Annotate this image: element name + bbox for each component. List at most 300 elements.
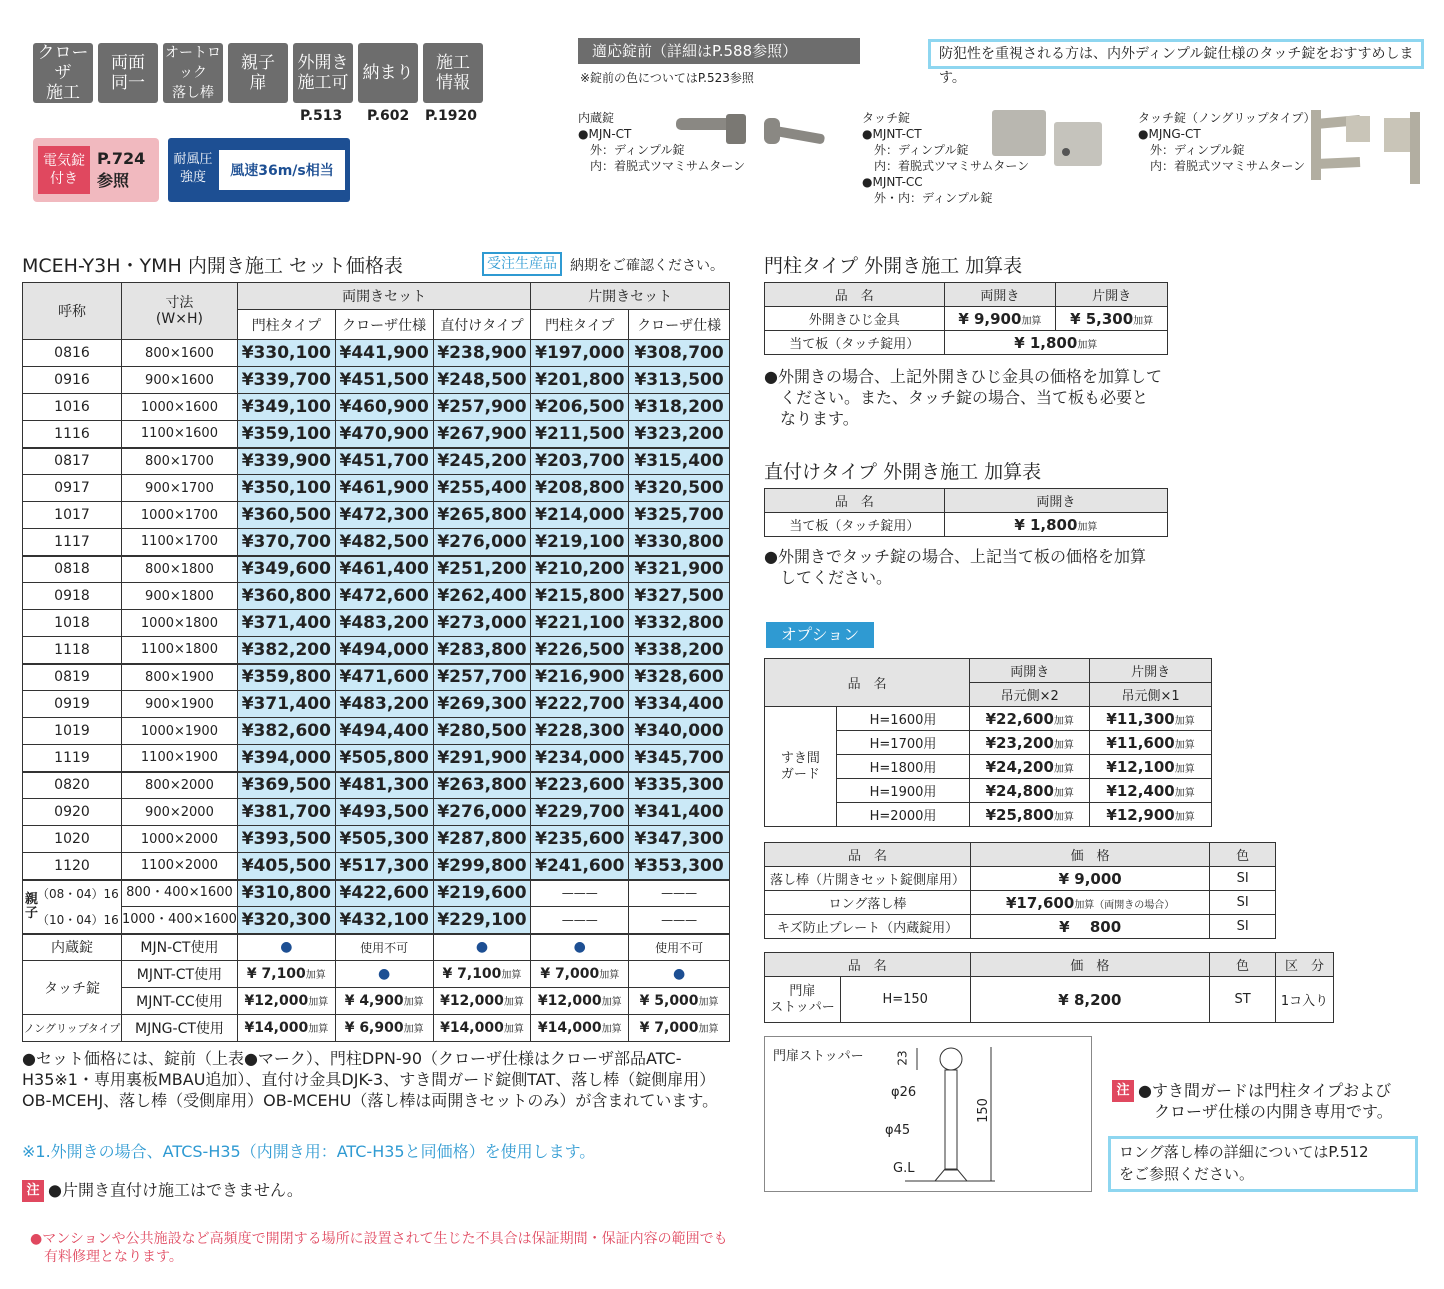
note-single — [22, 1180, 303, 1202]
dim-150: 150 — [975, 1098, 991, 1123]
t1-v2: ● — [335, 961, 433, 988]
guard-price-value: ¥25,800 — [985, 805, 1054, 824]
price-cell: ¥494,400 — [335, 718, 433, 745]
opt2-name: 落し棒（片開きセット錠側扉用） — [765, 867, 971, 891]
stopper-price: ¥ 8,200 — [970, 977, 1210, 1023]
t1-v3: ¥ 7,100 — [442, 966, 502, 982]
badge-closer: クローザ 施工 — [33, 43, 93, 103]
mon-r1-name: 外開きひじ金具 — [765, 307, 945, 331]
oyako-name-1: （08・04）16 — [37, 886, 119, 901]
mon-r1-add1: 加算 — [1021, 315, 1042, 327]
naizo-v5: 使用不可 — [629, 934, 730, 961]
opt-h-x2: 吊元側×2 — [970, 683, 1090, 707]
t1-model: MJNT-CT使用 — [121, 961, 237, 988]
dim-23: 23 — [895, 1050, 910, 1066]
price-cell: ¥287,800 — [433, 826, 531, 853]
choku-note: ●外開きでタッチ錠の場合、上記当て板の価格を加算 してください。 — [764, 547, 1146, 587]
guard-add: 加算 — [1174, 787, 1195, 799]
table-row — [23, 853, 730, 880]
mon-r2-v: ¥ 1,800 — [1014, 333, 1078, 352]
t3-add-2: 加算 — [403, 1024, 424, 1035]
oyako-p2-3: ¥229,100 — [433, 907, 531, 934]
h-sub-2: クローザ仕様 — [335, 310, 433, 340]
price-cell: ¥470,900 — [335, 421, 433, 448]
choku-table — [764, 488, 1168, 537]
opt2-price-value: ¥ 9,000 — [1058, 869, 1122, 888]
opt2-color: SI — [1210, 891, 1276, 915]
price-cell: ¥320,500 — [629, 475, 730, 502]
price-cell: ¥321,900 — [629, 556, 730, 583]
h-double: 両開きセット — [237, 283, 530, 310]
guard-price — [970, 755, 1090, 779]
opt2-price — [970, 867, 1209, 891]
row-size: 900×1700 — [121, 475, 237, 502]
price-table — [22, 282, 730, 1042]
row-name: 0918 — [23, 583, 122, 610]
table-row — [23, 367, 730, 394]
guard-price — [970, 779, 1090, 803]
price-cell: ¥481,300 — [335, 772, 433, 799]
price-cell: ¥265,800 — [433, 502, 531, 529]
guard-price — [1090, 731, 1212, 755]
price-cell: ¥201,800 — [531, 367, 629, 394]
price-cell: ¥208,800 — [531, 475, 629, 502]
option-label: オプション — [766, 622, 874, 648]
opt3-h1: 品 名 — [765, 953, 971, 977]
price-cell: ¥505,800 — [335, 745, 433, 772]
row-name: 0916 — [23, 367, 122, 394]
row-size: 1100×2000 — [121, 853, 237, 880]
electric-lock-label: 電気錠 付き — [38, 146, 90, 194]
t3-v2: ¥ 6,900 — [344, 1020, 404, 1036]
guard-label: すき間 ガード — [765, 707, 837, 827]
badge-fit: 納まり — [358, 43, 418, 103]
opt2-price — [970, 891, 1209, 915]
opt2-price — [970, 915, 1209, 939]
made-to-order-tag: 受注生産品 — [482, 252, 562, 276]
opt2-color: SI — [1210, 915, 1276, 939]
set-note: ●セット価格には、錠前（上表●マーク）、門柱DPN-90（クローザ仕様はクローザ部品ATC-H35※1・専用裏板MBAU追加）、直付け金具DJK-3、すき間ガード錠側TAT、落し棒（錠側扉用）OB-MCEHJ、落し棒（受側扉用）OB-MCEHU（落し棒は両開きセットのみ）が含まれています。 — [22, 1049, 719, 1110]
guard-price — [1090, 803, 1212, 827]
guard-price-value: ¥11,600 — [1106, 733, 1175, 752]
row-name: 0919 — [23, 691, 122, 718]
h-sub-5: クローザ仕様 — [629, 310, 730, 340]
table-row — [23, 745, 730, 772]
price-cell: ¥203,700 — [531, 448, 629, 475]
price-cell: ¥330,800 — [629, 529, 730, 556]
stopper-title: 門扉ストッパー — [773, 1049, 864, 1064]
guard-height: H=1600用 — [836, 707, 970, 731]
guard-price — [1090, 779, 1212, 803]
t2-v1: ¥12,000 — [244, 993, 309, 1009]
row-size: 1000×2000 — [121, 826, 237, 853]
guard-add: 加算 — [1053, 739, 1074, 751]
long-rod-note: ロング落し棒の詳細についてはP.512 をご参照ください。 — [1108, 1136, 1418, 1192]
h-sub-3: 直付けタイプ — [433, 310, 531, 340]
opt2-h1: 品 名 — [765, 843, 971, 867]
price-cell: ¥393,500 — [237, 826, 335, 853]
opt2-price-value: ¥ 800 — [1059, 918, 1122, 936]
guard-add: 加算 — [1053, 715, 1074, 727]
choku-r1-v: ¥ 1,800 — [1014, 515, 1078, 534]
price-cell: ¥339,700 — [237, 367, 335, 394]
row-size: 800×1700 — [121, 448, 237, 475]
guard-price — [1090, 755, 1212, 779]
price-cell: ¥299,800 — [433, 853, 531, 880]
oyako-p1-5: ——— — [629, 880, 730, 907]
t3-type: ノングリップタイプ — [23, 1015, 122, 1042]
row-size: 900×1900 — [121, 691, 237, 718]
guard-add: 加算 — [1053, 811, 1074, 823]
table-row — [23, 718, 730, 745]
price-cell: ¥235,600 — [531, 826, 629, 853]
mon-r2-name: 当て板（タッチ錠用） — [765, 331, 945, 355]
guard-height: H=2000用 — [836, 803, 970, 827]
opt2-price-value: ¥17,600 — [1005, 893, 1075, 912]
mon-title: 門柱タイプ 外開き施工 加算表 — [764, 255, 1023, 277]
t3-add-1: 加算 — [308, 1024, 329, 1035]
price-cell: ¥315,400 — [629, 448, 730, 475]
lever-lock-image — [676, 108, 836, 158]
oyako-p2-1: ¥320,300 — [237, 907, 335, 934]
row-name: 1116 — [23, 421, 122, 448]
h-single: 片開きセット — [531, 283, 730, 310]
mon-h3: 片開き — [1056, 283, 1168, 307]
h-sub-1: 門柱タイプ — [237, 310, 335, 340]
mon-h1: 品 名 — [765, 283, 945, 307]
row-name: 0816 — [23, 340, 122, 367]
row-size: 800×1600 — [121, 340, 237, 367]
table-row — [23, 556, 730, 583]
price-cell: ¥350,100 — [237, 475, 335, 502]
row-size: 800×2000 — [121, 772, 237, 799]
naizo-model: MJN-CT使用 — [121, 934, 237, 961]
price-cell: ¥471,600 — [335, 664, 433, 691]
price-cell: ¥494,000 — [335, 637, 433, 664]
t3-model: MJNG-CT使用 — [121, 1015, 237, 1042]
stopper-diagram — [764, 1036, 1092, 1192]
price-cell: ¥482,500 — [335, 529, 433, 556]
price-cell: ¥251,200 — [433, 556, 531, 583]
stopper-color: ST — [1210, 977, 1276, 1023]
table-row — [23, 448, 730, 475]
opt2-color: SI — [1210, 867, 1276, 891]
price-cell: ¥308,700 — [629, 340, 730, 367]
opt2-h2: 価 格 — [970, 843, 1209, 867]
price-cell: ¥229,700 — [531, 799, 629, 826]
guard-height: H=1700用 — [836, 731, 970, 755]
page-ref-1: P.513 — [300, 108, 343, 124]
naizo-label: 内蔵錠 — [23, 934, 122, 961]
touch-label: タッチ錠 — [23, 961, 122, 1015]
opt2-name: ロング落し棒 — [765, 891, 971, 915]
mon-h2: 両開き — [944, 283, 1056, 307]
opt2-name: キズ防止プレート（内蔵錠用） — [765, 915, 971, 939]
choku-title: 直付けタイプ 外開き施工 加算表 — [764, 461, 1042, 483]
price-cell: ¥248,500 — [433, 367, 531, 394]
row-name: 1019 — [23, 718, 122, 745]
oyako-size-1: 800・400×1600 — [121, 880, 237, 907]
page-ref-2: P.602 — [367, 108, 410, 124]
row-name: 1017 — [23, 502, 122, 529]
nongrip-lock-image — [1306, 104, 1428, 186]
price-cell: ¥334,400 — [629, 691, 730, 718]
oyako-p2-2: ¥432,100 — [335, 907, 433, 934]
guard-add: 加算 — [1174, 739, 1195, 751]
price-cell: ¥323,200 — [629, 421, 730, 448]
price-cell: ¥211,500 — [531, 421, 629, 448]
price-cell: ¥505,300 — [335, 826, 433, 853]
row-name: 1018 — [23, 610, 122, 637]
t2-add-2: 加算 — [403, 997, 424, 1008]
stopper-drawing — [865, 1041, 1025, 1189]
row-size: 1100×1800 — [121, 637, 237, 664]
price-cell: ¥370,700 — [237, 529, 335, 556]
badge-outward: 外開き 施工可 — [293, 43, 353, 103]
naizo-v3: ● — [433, 934, 531, 961]
table-row — [23, 583, 730, 610]
price-cell: ¥219,100 — [531, 529, 629, 556]
table-row — [23, 826, 730, 853]
row-size: 1100×1700 — [121, 529, 237, 556]
dim-45: φ45 — [885, 1123, 911, 1138]
price-cell: ¥216,900 — [531, 664, 629, 691]
lock-color-note: ※錠前の色についてはP.523参照 — [580, 71, 754, 85]
row-name: 1016 — [23, 394, 122, 421]
price-cell: ¥340,000 — [629, 718, 730, 745]
lock-item-1: 内蔵錠 ●MJN-CT 外：ディンプル錠 内：着脱式ツマミサムターン — [578, 111, 746, 173]
guard-add: 加算 — [1053, 763, 1074, 775]
t2-add-5: 加算 — [698, 997, 719, 1008]
row-name: 0819 — [23, 664, 122, 691]
price-cell: ¥226,500 — [531, 637, 629, 664]
t3-v1: ¥14,000 — [244, 1020, 309, 1036]
note-single-text: ●片開き直付け施工はできません。 — [48, 1180, 303, 1200]
table-row — [23, 637, 730, 664]
price-cell: ¥222,700 — [531, 691, 629, 718]
electric-lock-ref: P.724 参照 — [97, 149, 146, 190]
price-cell: ¥517,300 — [335, 853, 433, 880]
price-cell: ¥382,600 — [237, 718, 335, 745]
opt3-h4: 区 分 — [1275, 953, 1333, 977]
price-cell: ¥341,400 — [629, 799, 730, 826]
lock-title: 適応錠前（詳細はP.588参照） — [578, 38, 860, 64]
price-cell: ¥345,700 — [629, 745, 730, 772]
price-cell: ¥371,400 — [237, 610, 335, 637]
price-cell: ¥221,100 — [531, 610, 629, 637]
table-row — [23, 475, 730, 502]
guard-price-value: ¥12,400 — [1106, 781, 1175, 800]
guard-price — [1090, 707, 1212, 731]
wind-label: 耐風圧 強度 — [173, 152, 213, 185]
row-size: 1000×1800 — [121, 610, 237, 637]
price-cell: ¥353,300 — [629, 853, 730, 880]
price-cell: ¥394,000 — [237, 745, 335, 772]
oyako-p2-4: ——— — [531, 907, 629, 934]
t2-v2: ¥ 4,900 — [344, 993, 404, 1009]
price-cell: ¥483,200 — [335, 691, 433, 718]
price-cell: ¥405,500 — [237, 853, 335, 880]
price-cell: ¥215,800 — [531, 583, 629, 610]
price-cell: ¥451,700 — [335, 448, 433, 475]
price-cell: ¥238,900 — [433, 340, 531, 367]
h-name: 呼称 — [23, 283, 122, 340]
mon-r1-v1: ¥ 9,900 — [958, 309, 1022, 328]
option-table — [764, 658, 1212, 827]
opt-h-double: 両開き — [970, 659, 1090, 683]
price-cell: ¥460,900 — [335, 394, 433, 421]
price-cell: ¥313,500 — [629, 367, 730, 394]
price-cell: ¥255,400 — [433, 475, 531, 502]
option-table-3 — [764, 952, 1334, 1023]
t2-model: MJNT-CC使用 — [121, 988, 237, 1015]
option2-row — [765, 867, 1276, 891]
opt2-h3: 色 — [1210, 843, 1276, 867]
price-cell: ¥338,200 — [629, 637, 730, 664]
mon-r1-add2: 加算 — [1133, 315, 1154, 327]
price-cell: ¥328,600 — [629, 664, 730, 691]
price-cell: ¥257,900 — [433, 394, 531, 421]
table-row — [23, 799, 730, 826]
footer-note: ●マンションや公共施設など高頻度で開閉する場所に設置されて生じた不具合は保証期間・保証内容の範囲でも 有料修理となります。 — [30, 1231, 728, 1265]
choku-h1: 品 名 — [765, 489, 945, 513]
dim-26: φ26 — [891, 1085, 917, 1100]
price-cell: ¥349,600 — [237, 556, 335, 583]
guard-price — [970, 707, 1090, 731]
table-row — [23, 691, 730, 718]
guard-add: 加算 — [1174, 715, 1195, 727]
t1-add-1: 加算 — [305, 970, 326, 981]
price-cell: ¥349,100 — [237, 394, 335, 421]
row-name: 1117 — [23, 529, 122, 556]
guard-add: 加算 — [1053, 787, 1074, 799]
stopper-h: H=150 — [840, 977, 970, 1023]
delivery-note: 納期をご確認ください。 — [570, 258, 724, 274]
price-cell: ¥197,000 — [531, 340, 629, 367]
price-cell: ¥318,200 — [629, 394, 730, 421]
row-name: 0917 — [23, 475, 122, 502]
footnote-1: ※1.外開きの場合、ATCS-H35（内開き用：ATC-H35と同価格）を使用します。 — [22, 1142, 596, 1161]
table-row — [23, 421, 730, 448]
t1-v5: ● — [629, 961, 730, 988]
row-name: 1118 — [23, 637, 122, 664]
table-row — [23, 394, 730, 421]
naizo-v1: ● — [237, 934, 335, 961]
price-cell: ¥382,200 — [237, 637, 335, 664]
price-cell: ¥360,500 — [237, 502, 335, 529]
row-size: 1000×1600 — [121, 394, 237, 421]
opt-h-single: 片開き — [1090, 659, 1212, 683]
option-row — [765, 707, 1212, 731]
mon-r2-add: 加算 — [1077, 339, 1098, 351]
row-name: 0817 — [23, 448, 122, 475]
row-size: 900×1600 — [121, 367, 237, 394]
oyako-p1-4: ——— — [531, 880, 629, 907]
opt3-h3: 色 — [1210, 953, 1276, 977]
chu-icon: 注 — [22, 1180, 44, 1202]
oyako-size-2: 1000・400×1600 — [121, 907, 237, 934]
price-cell: ¥441,900 — [335, 340, 433, 367]
badge-oyako: 親子 扉 — [228, 43, 288, 103]
opt-h-name: 品 名 — [765, 659, 970, 707]
price-cell: ¥234,000 — [531, 745, 629, 772]
row-name: 1120 — [23, 853, 122, 880]
row-size: 900×2000 — [121, 799, 237, 826]
price-cell: ¥325,700 — [629, 502, 730, 529]
row-size: 800×1800 — [121, 556, 237, 583]
option-table-2 — [764, 842, 1276, 939]
t2-v4: ¥12,000 — [537, 993, 602, 1009]
table-row — [23, 772, 730, 799]
oyako-p1-3: ¥219,600 — [433, 880, 531, 907]
price-cell: ¥245,200 — [433, 448, 531, 475]
price-cell: ¥263,800 — [433, 772, 531, 799]
guard-price-value: ¥24,800 — [985, 781, 1054, 800]
wind-box — [168, 138, 350, 202]
row-name: 1020 — [23, 826, 122, 853]
row-size: 1000×1700 — [121, 502, 237, 529]
guard-height: H=1800用 — [836, 755, 970, 779]
table-row — [23, 664, 730, 691]
touch-lock-image — [990, 108, 1110, 172]
table-row — [23, 529, 730, 556]
row-name: 1119 — [23, 745, 122, 772]
guard-price-value: ¥11,300 — [1106, 709, 1175, 728]
t3-add-3: 加算 — [503, 1024, 524, 1035]
guard-price-value: ¥22,600 — [985, 709, 1054, 728]
badge-autolock: オートロック 落し棒 — [165, 45, 221, 101]
t2-add-1: 加算 — [308, 997, 329, 1008]
price-cell: ¥276,000 — [433, 529, 531, 556]
guard-price — [970, 803, 1090, 827]
price-cell: ¥267,900 — [433, 421, 531, 448]
row-size: 1100×1900 — [121, 745, 237, 772]
t3-v3: ¥14,000 — [440, 1020, 504, 1036]
price-cell: ¥381,700 — [237, 799, 335, 826]
price-cell: ¥257,700 — [433, 664, 531, 691]
lock-item-2: タッチ錠 ●MJNT-CT 外：ディンプル錠 内：着脱式ツマミサムターン ●MJNT-CC 外・内：ディンプル錠 — [862, 111, 1030, 205]
table-row — [23, 502, 730, 529]
t1-v4: ¥ 7,000 — [540, 966, 600, 982]
oyako-p1-1: ¥310,800 — [237, 880, 335, 907]
h-size: 寸法 (W×H) — [121, 283, 237, 340]
price-cell: ¥472,600 — [335, 583, 433, 610]
price-cell: ¥241,600 — [531, 853, 629, 880]
price-cell: ¥330,100 — [237, 340, 335, 367]
electric-lock-box — [33, 138, 159, 202]
price-cell: ¥483,200 — [335, 610, 433, 637]
guard-add: 加算 — [1174, 763, 1195, 775]
guard-price-value: ¥24,200 — [985, 757, 1054, 776]
t1-add-3: 加算 — [501, 970, 522, 981]
mon-note: ●外開きの場合、上記外開きひじ金具の価格を加算して ください。また、タッチ錠の場合、当て板も必要と なります。 — [764, 367, 1162, 428]
opt3-h2: 価 格 — [970, 953, 1210, 977]
row-name: 0820 — [23, 772, 122, 799]
naizo-v2: 使用不可 — [335, 934, 433, 961]
choku-r1-name: 当て板（タッチ錠用） — [765, 513, 945, 537]
security-note: 防犯性を重視される方は、内外ディンプル錠仕様のタッチ錠をおすすめします。 — [928, 39, 1424, 69]
option2-row — [765, 915, 1276, 939]
price-cell: ¥206,500 — [531, 394, 629, 421]
page-ref-3: P.1920 — [425, 108, 477, 124]
opt2-add: 加算（両開きの場合） — [1074, 899, 1175, 911]
price-cell: ¥493,500 — [335, 799, 433, 826]
price-cell: ¥339,900 — [237, 448, 335, 475]
naizo-v4: ● — [531, 934, 629, 961]
price-cell: ¥262,400 — [433, 583, 531, 610]
guard-price — [970, 731, 1090, 755]
row-name: 0920 — [23, 799, 122, 826]
